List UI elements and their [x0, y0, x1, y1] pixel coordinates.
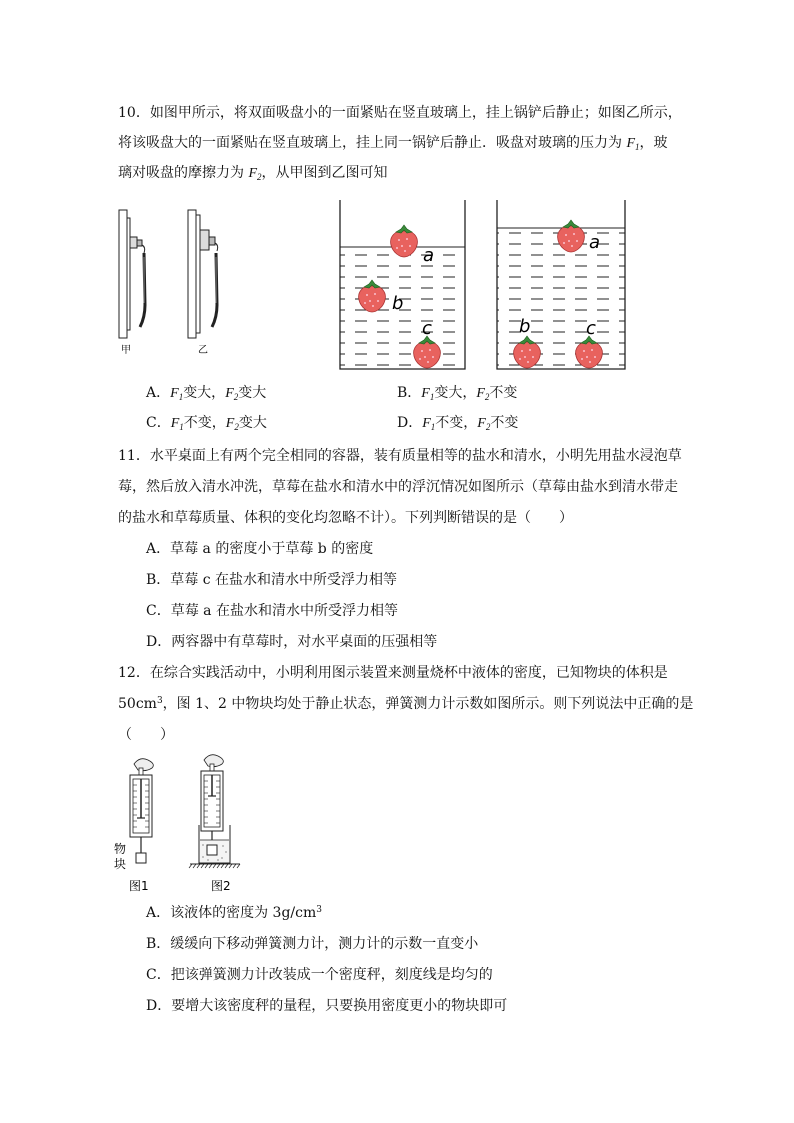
spring-scale-figure [112, 752, 242, 901]
q10-stem-line3 [118, 163, 388, 184]
q11-option-a: A．草莓 a 的密度小于草莓 b 的密度 [146, 541, 374, 557]
label-fig1: 图1 [129, 879, 149, 893]
q12-stem-line3: （ ） [118, 727, 174, 743]
q12-option-a: A．该液体的密度为 $3g/cm^3$ [146, 905, 322, 921]
label-a-fresh: a [589, 232, 601, 253]
spring-scale-2 [189, 755, 240, 868]
strawberry-svg [330, 195, 635, 375]
label-c-fresh: c [586, 318, 596, 339]
strawberry-a-fresh [558, 220, 585, 252]
q11-option-c: C．草莓 a 在盐水和清水中所受浮力相等 [146, 603, 398, 619]
f2-symbol: $F_2$ [248, 166, 262, 182]
q11-option-b: B．草莓 c 在盐水和清水中所受浮力相等 [146, 572, 398, 588]
label-wu: 物 [114, 842, 127, 856]
strawberry-figure [330, 195, 635, 379]
q10-stem-line2a: 将该吸盘大的一面紧贴在竖直玻璃上，挂上同一锅铲后静止．吸盘对玻璃的压力为 [118, 135, 627, 151]
suction-cup-svg [112, 205, 242, 360]
container-salt-water [340, 200, 465, 369]
q10-stem-line2 [118, 133, 668, 154]
q10-stem-line3b: ，从甲图到乙图可知 [261, 165, 388, 181]
q10-option-a: A．$F_1$变大，$F_2$变大 [146, 385, 267, 402]
q10-stem-line1: 10．如图甲所示，将双面吸盘小的一面紧贴在竖直玻璃上，挂上锅铲后静止；如图乙所示， [118, 105, 682, 121]
suction-cup-figure [112, 205, 242, 364]
q10-stem-line3a: 璃对吸盘的摩擦力为 [118, 165, 249, 181]
q12-stem-line1: 12．在综合实践活动中，小明利用图示装置来测量烧杯中液体的密度，已知物块的体积是 [118, 665, 668, 681]
q11-stem-line3: 的盐水和草莓质量、体积的变化均忽略不计）。下列判断错误的是（ ） [118, 510, 573, 526]
label-c-salt: c [422, 318, 432, 339]
label-jia: 甲 [121, 345, 131, 356]
hand-icon-1 [134, 759, 153, 771]
small-cup-icon [130, 237, 137, 248]
q10-option-b: B．$F_1$变大，$F_2$不变 [397, 385, 518, 402]
block-2 [207, 845, 217, 855]
q10-option-c: C．$F_1$不变，$F_2$变大 [146, 415, 267, 432]
q11-option-d: D．两容器中有草莓时，对水平桌面的压强相等 [146, 634, 438, 650]
spring-scale-1 [130, 759, 153, 863]
glass-pane-jia [119, 210, 127, 338]
label-kuai: 块 [114, 857, 127, 871]
q11-stem-line1: 11．水平桌面上有两个完全相同的容器，装有质量相等的盐水和清水，小明先用盐水浸泡草 [118, 448, 682, 464]
strawberry-a-salt [391, 225, 418, 257]
label-b-fresh: b [519, 316, 531, 337]
glass-pane-yi [188, 210, 196, 338]
label-a-salt: a [423, 245, 435, 266]
big-cup-icon [200, 230, 209, 250]
label-fig2: 图2 [211, 879, 231, 893]
f1-symbol: $F_1$ [626, 136, 640, 152]
label-yi: 乙 [198, 345, 208, 356]
q10-stem-line2b: ，玻 [639, 135, 668, 151]
spring-scale-svg [112, 752, 242, 897]
label-b-salt: b [392, 293, 404, 314]
container-fresh-water [497, 200, 625, 369]
q12-stem-line2: $50cm^3$，图 1、2 中物块均处于静止状态，弹簧测力计示数如图所示。则下列说法中正确的是 [118, 696, 694, 712]
block-1 [136, 853, 146, 863]
q11-stem-line2: 莓，然后放入清水冲洗，草莓在盐水和清水中的浮沉情况如图所示（草莓由盐水到清水带走 [118, 479, 678, 495]
q12-option-d: D．要增大该密度秤的量程，只要换用密度更小的物块即可 [146, 998, 508, 1014]
q12-option-c: C．把该弹簧测力计改装成一个密度秤，刻度线是均匀的 [146, 967, 493, 983]
q12-option-b: B．缓缓向下移动弹簧测力计，测力计的示数一直变小 [146, 936, 479, 952]
q10-option-d: D．$F_1$不变，$F_2$不变 [397, 415, 519, 432]
